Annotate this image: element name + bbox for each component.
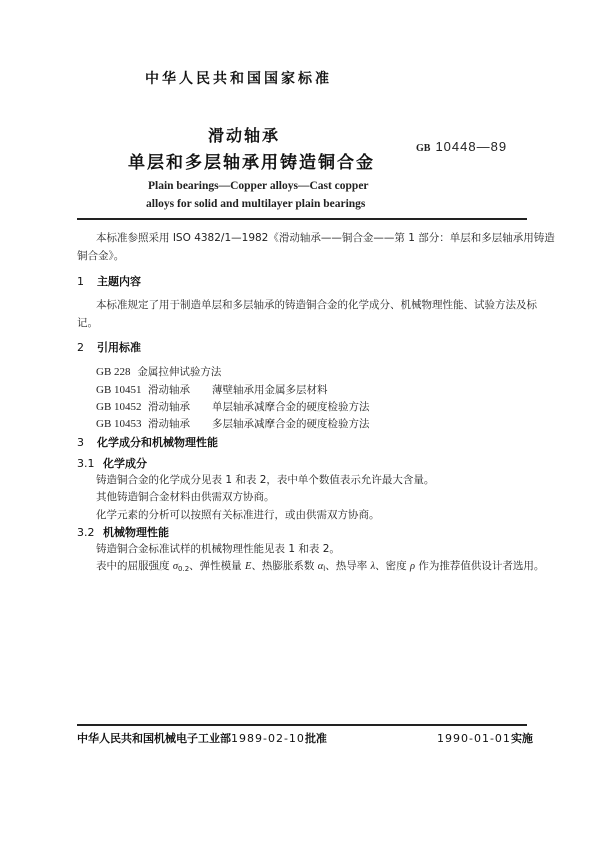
text-fragment: 、弹性模量 — [189, 560, 246, 572]
reference-item — [96, 416, 370, 431]
section1-paragraph-line2: 记。 — [77, 317, 98, 329]
subsection-heading-3-2 — [77, 524, 169, 540]
section-number: 1 — [77, 275, 84, 288]
english-title-line1: Plain bearings—Copper alloys—Cast copper — [148, 180, 369, 192]
text-fragment: 、热导率 — [325, 560, 371, 572]
elastic-modulus-symbol: E — [245, 561, 252, 572]
subsection-3-1-paragraph: 化学元素的分析可以按照有关标准进行，或由供需双方协商。 — [96, 509, 380, 521]
subsection-title: 机械物理性能 — [103, 526, 169, 539]
reference-item — [96, 382, 328, 397]
density-symbol: ρ — [410, 561, 416, 572]
subsection-number: 3.2 — [77, 526, 95, 539]
standard-number — [416, 139, 507, 154]
subsection-title: 化学成分 — [103, 457, 147, 470]
thermal-expansion-subscript: l — [323, 565, 326, 573]
issuing-authority: 中华人民共和国机械电子工业部 — [77, 732, 231, 745]
subsection-3-1-paragraph: 其他铸造铜合金材料由供需双方协商。 — [96, 491, 275, 503]
reference-topic: 滑动轴承 — [148, 401, 190, 413]
yield-strength-subscript: 0.2 — [178, 565, 190, 573]
section-number: 2 — [77, 341, 84, 354]
header-divider — [77, 218, 527, 220]
reference-item — [96, 364, 221, 379]
subsection-number: 3.1 — [77, 457, 95, 470]
reference-item — [96, 399, 370, 414]
reference-code: GB 10452 — [96, 401, 142, 413]
thermal-expansion-symbol: α — [317, 561, 324, 572]
effective-label: 实施 — [510, 732, 533, 745]
section-heading-1 — [77, 273, 141, 289]
text-fragment: 作为推荐值供设计者选用。 — [415, 560, 545, 572]
text-fragment: 、密度 — [375, 560, 410, 572]
reference-desc: 单层轴承减摩合金的硬度检验方法 — [212, 401, 370, 413]
subsection-3-2-paragraph: 铸造铜合金标准试样的机械物理性能见表 1 和表 2。 — [96, 543, 340, 555]
reference-code: GB 10453 — [96, 418, 142, 430]
section-heading-3 — [77, 434, 218, 450]
text-fragment: 、热膨胀系数 — [251, 560, 318, 572]
standard-prefix: GB — [416, 143, 431, 154]
approval-label: 批准 — [304, 732, 327, 745]
text-fragment: 表中的屈服强度 — [96, 560, 173, 572]
effective-info — [437, 730, 533, 746]
english-title-line2: alloys for solid and multilayer plain bearings — [146, 198, 366, 210]
intro-paragraph-line1: 本标准参照采用 ISO 4382/1—1982《滑动轴承——铜合金——第 1 部分：单层和多层轴承用铸造 — [96, 232, 555, 244]
thermal-conductivity-symbol: λ — [370, 561, 376, 572]
yield-strength-symbol: σ — [172, 561, 179, 572]
reference-desc: 多层轴承减摩合金的硬度检验方法 — [212, 418, 370, 430]
approval-date: 1989-02-10 — [231, 732, 305, 745]
reference-desc: 薄壁轴承用金属多层材料 — [212, 384, 328, 396]
title-main: 滑动轴承 — [208, 126, 281, 145]
section-title: 主题内容 — [97, 275, 141, 288]
section-title: 化学成分和机械物理性能 — [97, 436, 218, 449]
national-standard-label: 中华人民共和国国家标准 — [145, 71, 332, 87]
reference-topic: 滑动轴承 — [148, 384, 190, 396]
standard-code: 10448—89 — [435, 139, 508, 154]
intro-paragraph-line2: 铜合金》。 — [77, 250, 125, 262]
reference-code: GB 228 — [96, 366, 131, 378]
footer-divider — [77, 724, 527, 726]
subsection-3-1-paragraph: 铸造铜合金的化学成分见表 1 和表 2，表中单个数值表示允许最大含量。 — [96, 474, 435, 486]
approval-info — [77, 730, 327, 746]
effective-date: 1990-01-01 — [437, 732, 511, 745]
reference-desc: 金属拉伸试验方法 — [137, 366, 222, 378]
subsection-heading-3-1 — [77, 455, 147, 471]
reference-code: GB 10451 — [96, 384, 142, 396]
section-heading-2 — [77, 339, 141, 355]
reference-topic: 滑动轴承 — [148, 418, 190, 430]
section1-paragraph-line1: 本标准规定了用于制造单层和多层轴承的铸造铜合金的化学成分、机械物理性能、试验方法及标 — [96, 299, 537, 311]
title-sub: 单层和多层轴承用铸造铜合金 — [128, 153, 375, 173]
section-title: 引用标准 — [97, 341, 141, 354]
subsection-3-2-paragraph-symbols — [96, 558, 544, 573]
section-number: 3 — [77, 436, 84, 449]
